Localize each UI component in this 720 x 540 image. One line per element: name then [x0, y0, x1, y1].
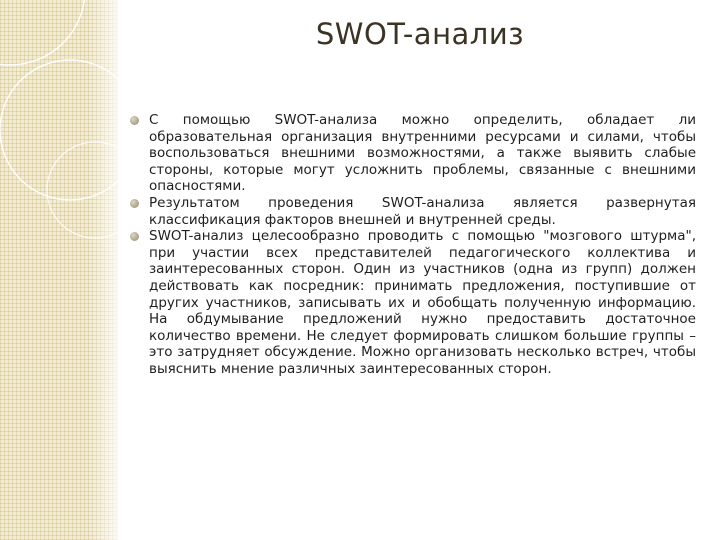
bullet-text: С помощью SWOT-анализа можно определить, обладает ли образовательная организация внутренними ресурсами и силами, чтобы воспользоваться внешними возможностями, а также выявить слабые стороны, которые могут усложнить проблемы, связанные с внешними опасностями. [149, 112, 696, 195]
bullet-item [130, 195, 696, 228]
slide-title: SWOT-анализ [315, 17, 525, 51]
bullet-list [130, 112, 696, 378]
bullet-item [130, 228, 696, 377]
bullet-text: Результатом проведения SWOT-анализа является развернутая классификация факторов внешней и внутренней среды. [149, 194, 696, 228]
bullet-icon [130, 116, 139, 125]
bullet-text: SWOT-анализ целесообразно проводить с помощью "мозгового штурма", при участии всех представителей педагогического коллектива и заинтересованных сторон. Один из участников (одна из групп) должен действовать как посредник: принимать предложения, поступившие от других участников, записывать их и обобщать полученную информацию. На обдумывание предложений нужно предоставить достаточное количество времени. Не следует формировать слишком большие группы – это затрудняет обсуждение. Можно организовать несколько встреч, чтобы выяснить мнение различных заинтересованных сторон. [149, 228, 696, 377]
side-panel-fade [88, 0, 128, 540]
bullet-icon [130, 199, 139, 208]
bullet-icon [130, 232, 139, 241]
bullet-item [130, 112, 696, 195]
